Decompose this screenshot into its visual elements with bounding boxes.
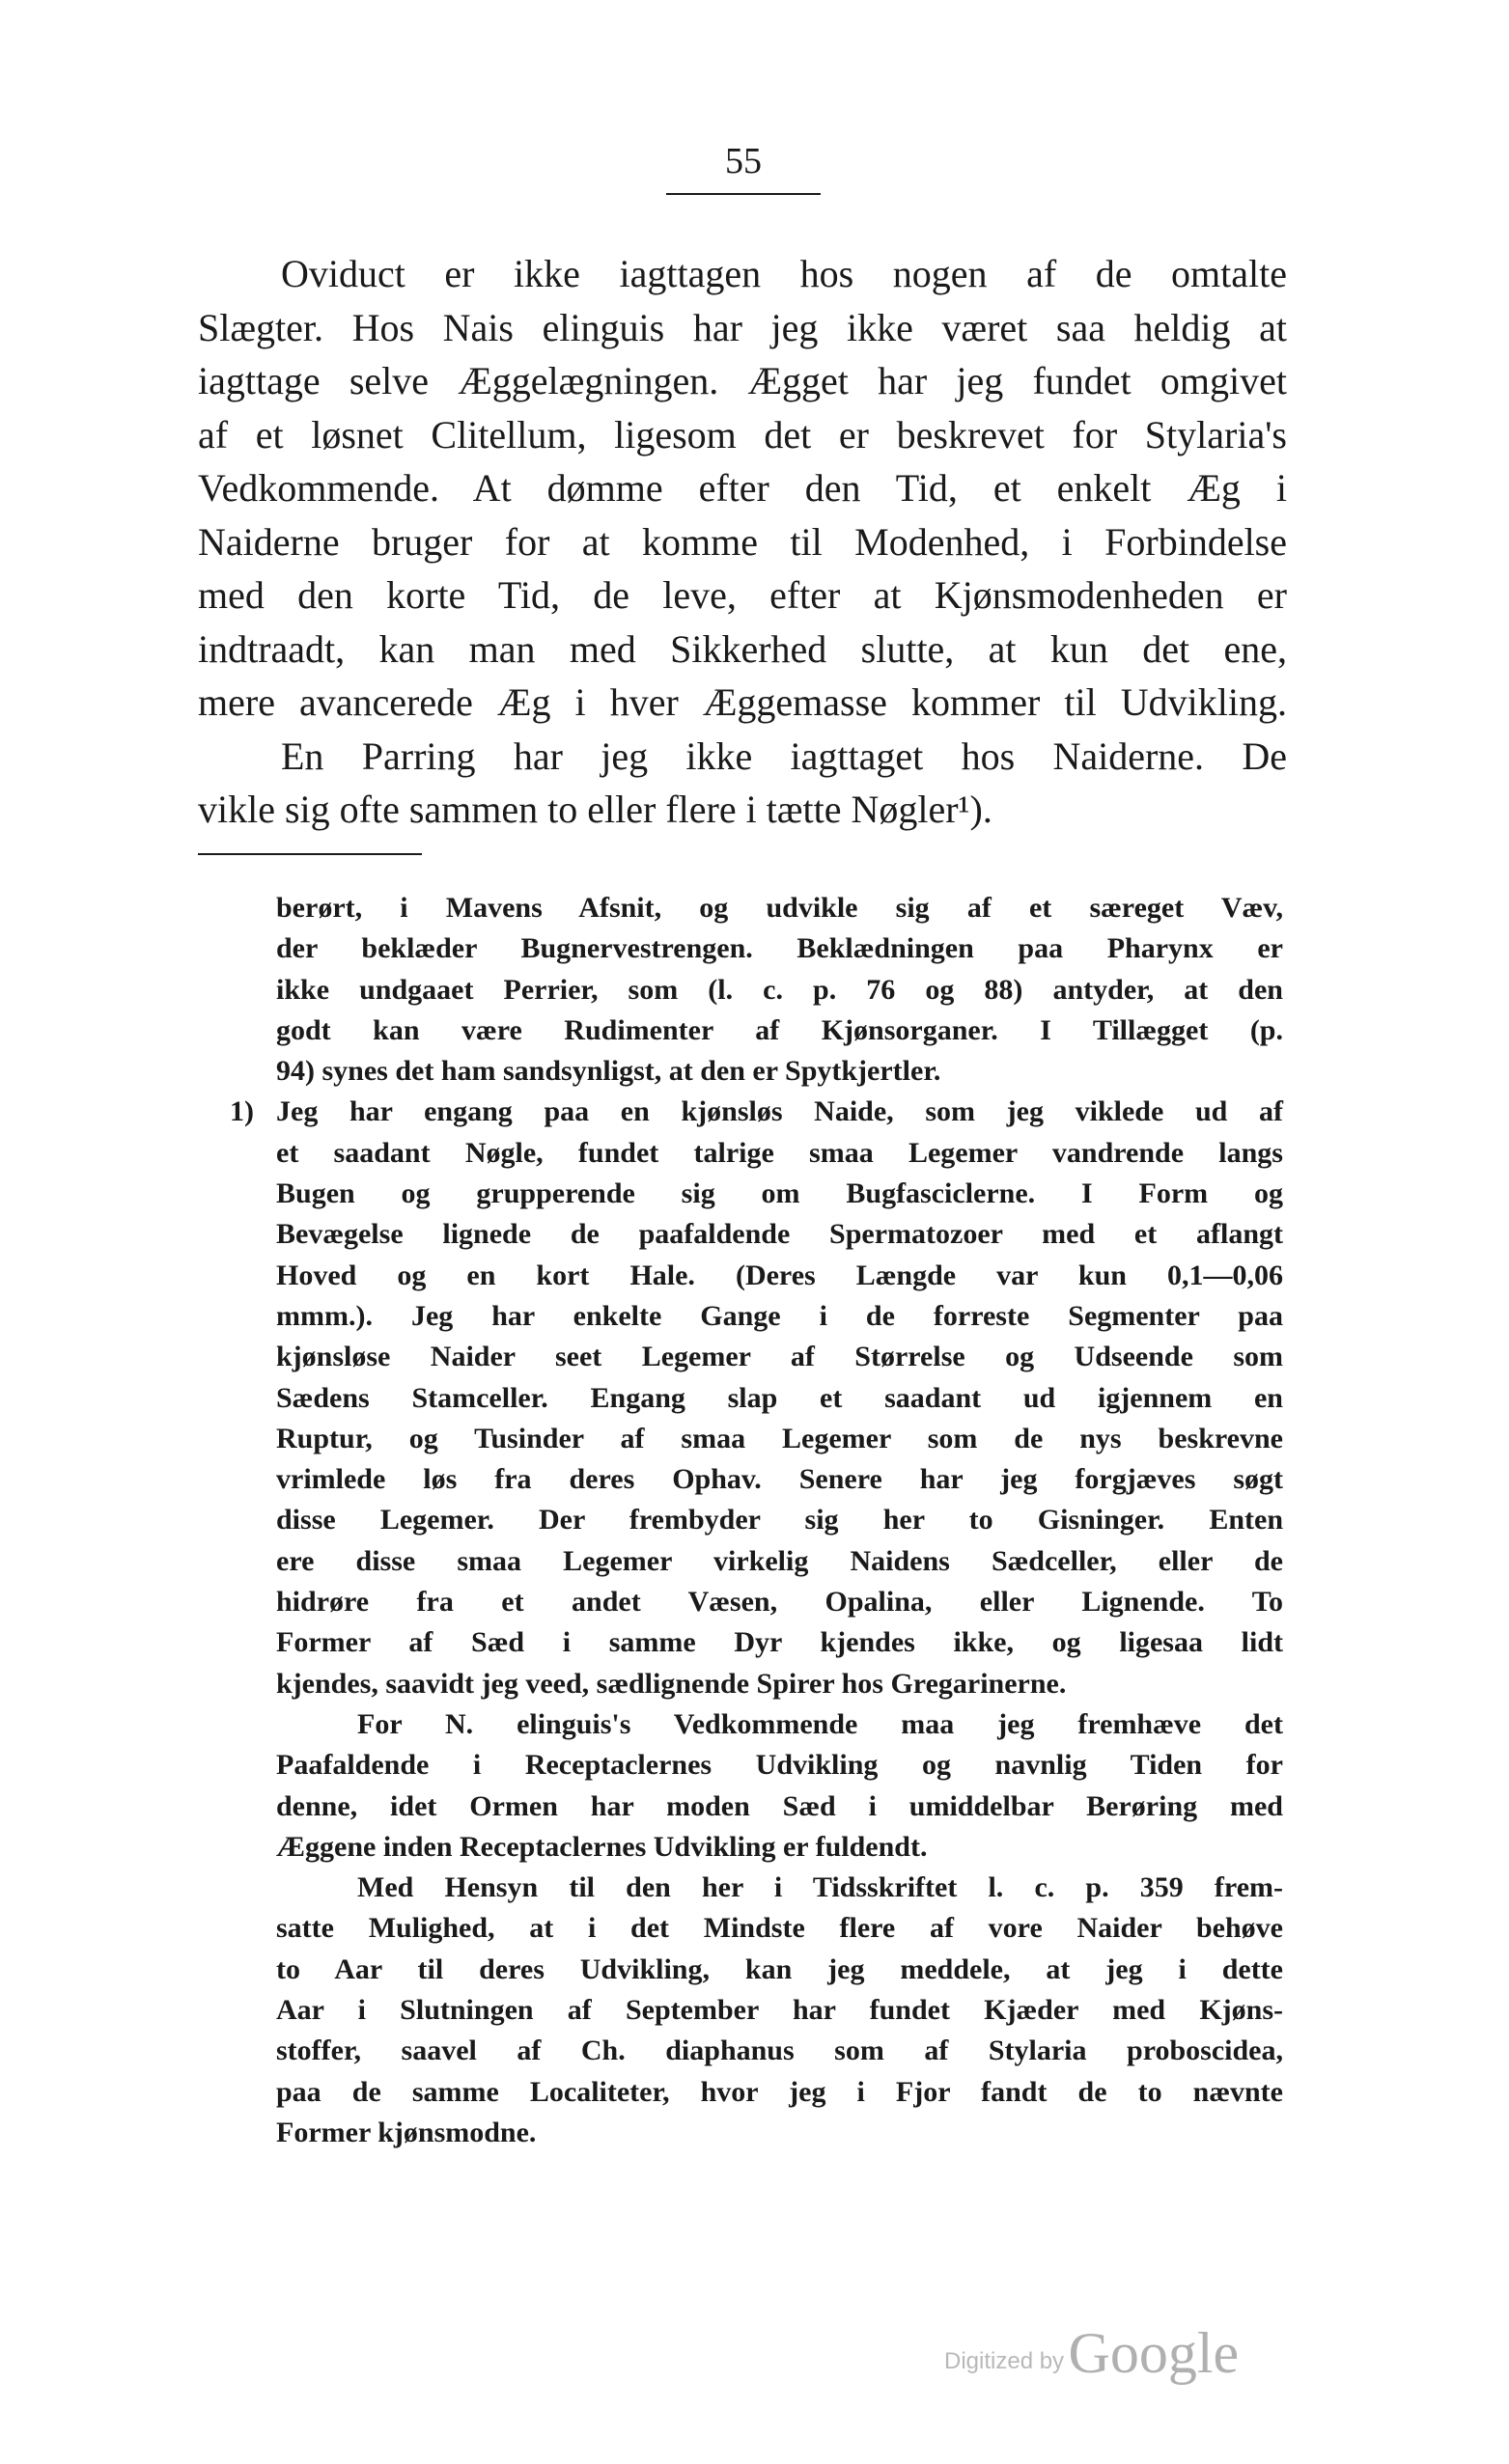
footnote-line: Paafaldende i Receptaclernes Udvikling og navnlig Tiden for [276,1749,1283,1782]
footnote-1 [230,1092,1283,1703]
footnote-line: Former af Sæd i samme Dyr kjendes ikke, og ligesaa lidt [276,1626,1283,1659]
footnote-line: paa de samme Localiteter, hvor jeg i Fjor fandt de to nævnte [276,2075,1283,2108]
footnotes [230,888,1283,2153]
footnote-line: vrimlede løs fra deres Ophav. Senere har jeg forgjæves søgt [276,1463,1283,1496]
footnote-line: ikke undgaaet Perrier, som (l. c. p. 76 og 88) antyder, at den [276,973,1283,1006]
footnote-line: Hoved og en kort Hale. (Deres Længde var kun 0,1—0,06 [276,1259,1283,1291]
footnote-line: Aar i Slutningen af September har fundet Kjæder med Kjøns- [276,1994,1283,2027]
footnote-line: ere disse smaa Legemer virkelig Naidens Sædceller, eller de [276,1544,1283,1577]
text-line: Slægter. Hos Nais elinguis har jeg ikke været saa heldig at [198,305,1287,349]
footnote-line: godt kan være Rudimenter af Kjønsorganer. I Tillægget (p. [276,1013,1283,1046]
footnote-line: to Aar til deres Udvikling, kan jeg meddele, at jeg i dette [276,1952,1283,1985]
page-number: 55 [666,143,821,195]
footnote-line: denne, idet Ormen har moden Sæd i umiddelbar Berøring med [276,1789,1283,1822]
footnote-line: Æggene inden Receptaclernes Udvikling er fuldendt. [276,1830,928,1863]
footnote-continuation [276,888,1283,1092]
footnote-line: mmm.). Jeg har enkelte Gange i de forreste Segmenter paa [276,1299,1283,1332]
footnote-line: 94) synes det ham sandsynligst, at den er Spytkjertler. [276,1055,941,1088]
footnote-line: et saadant Nøgle, fundet talrige smaa Legemer vandrende langs [276,1136,1283,1169]
text-line: Vedkommende. At dømme efter den Tid, et enkelt Æg i [198,466,1287,510]
footnote-marker: 1) [230,1095,254,1128]
text-line: af et løsnet Clitellum, ligesom det er beskrevet for Stylaria's [198,412,1287,457]
footnote-line: Jeg har engang paa en kjønsløs Naide, som jeg viklede ud af [276,1095,1283,1128]
footnote-line: der beklæder Bugnervestrengen. Beklædningen paa Pharynx er [276,932,1283,965]
footnote-line: kjønsløse Naider seet Legemer af Størrelse og Udseende som [276,1341,1283,1373]
text-line: mere avancerede Æg i hver Æggemasse kommer til Udvikling. [198,680,1287,724]
text-line: vikle sig ofte sammen to eller flere i tætte Nøgler¹). [198,788,992,831]
footnote-line: disse Legemer. Der frembyder sig her to Gisninger. Enten [276,1504,1283,1537]
footnote-line: Ruptur, og Tusinder af smaa Legemer som de nys beskrevne [276,1422,1283,1454]
footnote-line: Bugen og grupperende sig om Bugfasciclerne. I Form og [276,1177,1283,1210]
footnote-line: berørt, i Mavens Afsnit, og udvikle sig af et særeget Væv, [276,892,1283,924]
text-line: indtraadt, kan man med Sikkerhed slutte, at kun det ene, [198,626,1287,671]
footnote-paragraph-3 [276,1868,1283,2153]
main-text [198,247,1287,837]
footnote-line: For N. elinguis's Vedkommende maa jeg fremhæve det [357,1707,1283,1740]
footnote-paragraph-2 [276,1704,1283,1868]
text-line: med den korte Tid, de leve, efter at Kjønsmodenheden er [198,573,1287,617]
footnote-line: Former kjønsmodne. [276,2116,537,2148]
footnote-line: hidrøre fra et andet Væsen, Opalina, eller Lignende. To [276,1586,1283,1619]
text-line: Naiderne bruger for at komme til Modenhed, i Forbindelse [198,519,1287,564]
watermark-prefix: Digitized by [944,2348,1065,2374]
text-line: iagttage selve Æggelægningen. Ægget har jeg fundet omgivet [198,359,1287,402]
text-line: Oviduct er ikke iagttagen hos nogen af de omtalte [281,252,1287,295]
footnote-line: satte Mulighed, at i det Mindste flere af vore Naider behøve [276,1912,1283,1945]
text-line: En Parring har jeg ikke iagttaget hos Naiderne. De [281,734,1287,778]
footnote-separator [198,853,422,855]
footnote-line: kjendes, saavidt jeg veed, sædlignende Spirer hos Gregarinerne. [276,1667,1067,1700]
watermark-brand: Google [1068,2321,1240,2385]
footnote-line: Med Hensyn til den her i Tidsskriftet l. c. p. 359 frem- [357,1871,1283,1904]
footnote-line: Bevægelse lignede de paafaldende Spermatozoer med et aflangt [276,1218,1283,1251]
digitized-watermark [944,2320,1239,2387]
footnote-1-text [276,1092,1283,1703]
footnote-line: stoffer, saavel af Ch. diaphanus som af Stylaria proboscidea, [276,2035,1283,2067]
footnote-line: Sædens Stamceller. Engang slap et saadant ud igjennem en [276,1381,1283,1414]
